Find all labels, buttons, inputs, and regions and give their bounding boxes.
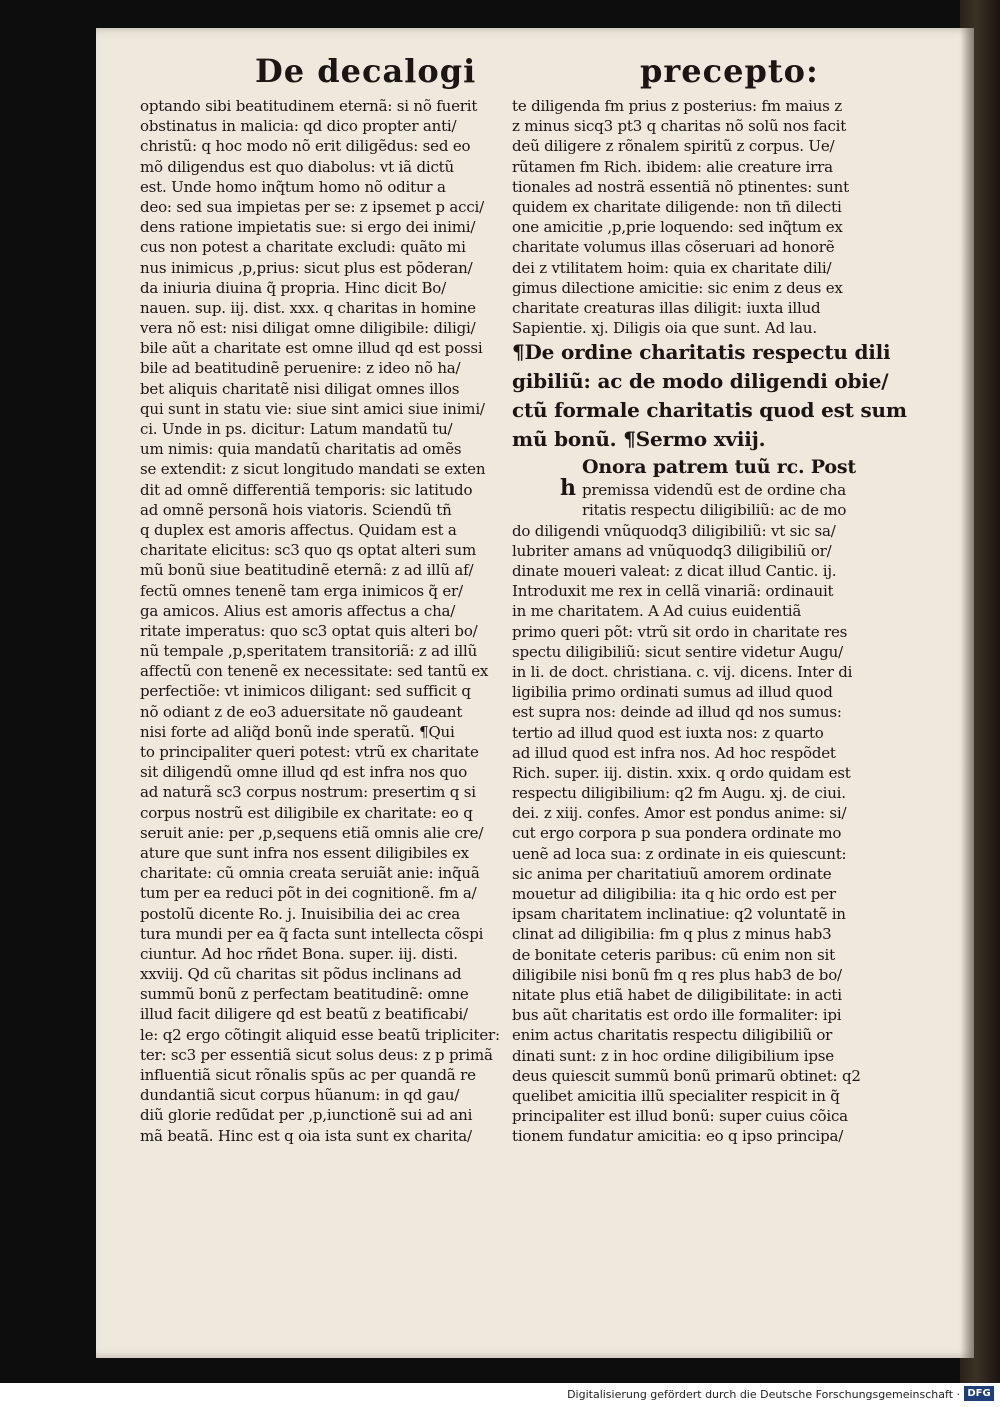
text-line: deo: sed sua impietas per se: z ipsemet p acci/ — [140, 197, 485, 216]
text-line: seruit anie: per ,p,sequens etiã omnis alie cre/ — [140, 823, 484, 842]
text-line: cus non potest a charitate excludi: quãto mi — [140, 238, 466, 257]
text-line: respectu diligibilium: q2 fm Augu. xj. de ciui. — [512, 784, 846, 803]
text-line: tionales ad nostrã essentiã nõ ptinentes: sunt — [512, 177, 849, 196]
text-line: spectu diligibiliũ: sicut sentire videtur Augu/ — [512, 642, 843, 661]
text-line: mũ bonũ siue beatitudinẽ eternã: z ad illũ af/ — [140, 561, 474, 580]
text-line: z minus sicq3 pt3 q charitas nõ solũ nos facit — [512, 117, 847, 136]
text-line: obstinatus in malicia: qd dico propter anti/ — [140, 117, 457, 136]
text-line: lubriter amans ad vnũquodq3 diligibiliũ or/ — [512, 541, 832, 560]
text-line: Rich. super. iij. distin. xxix. q ordo quidam est — [512, 763, 851, 782]
text-line: ipsam charitatem inclinatiue: q2 voluntatẽ in — [512, 905, 846, 924]
text-line: dens ratione impietatis sue: si ergo dei inimi/ — [140, 218, 476, 237]
text-line: corpus nostrũ est diligibile ex charitate: eo q — [140, 803, 473, 822]
text-line: perfectiõe: vt inimicos diligant: sed sufficit q — [140, 682, 471, 701]
text-line: charitate volumus illas cõseruari ad honorẽ — [512, 238, 835, 257]
text-line: nisi forte ad aliq̃d bonũ inde speratũ. ¶Qui — [140, 722, 455, 741]
text-line: de bonitate ceteris paribus: cũ enim non sit — [512, 945, 835, 964]
text-line: te diligenda fm prius z posterius: fm maius z — [512, 97, 842, 115]
text-line: ad naturã sc3 corpus nostrum: presertim q si — [140, 783, 476, 802]
text-line: do diligendi vnũquodq3 diligibiliũ: vt sic sa/ — [512, 521, 836, 540]
running-head-right: precepto: — [640, 52, 819, 90]
text-line: dei. z xiij. confes. Amor est pondus anime: si/ — [512, 804, 847, 823]
text-line: summũ bonũ z perfectam beatitudinẽ: omne — [140, 985, 469, 1004]
right-column — [512, 96, 907, 1146]
text-line: tura mundi per ea q̃ facta sunt intellecta cõspi — [140, 924, 484, 943]
text-line: charitate: cũ omnia creata seruiãt anie: inq̃uã — [140, 864, 480, 883]
text-line: uenẽ ad loca sua: z ordinate in eis quiescunt: — [512, 844, 847, 863]
left-column — [140, 96, 502, 1146]
text-line: tertio ad illud quod est iuxta nos: z quarto — [512, 723, 824, 742]
running-head-left: De decalogi — [255, 52, 477, 90]
text-line: dundantiã sicut corpus hũanum: in qd gau/ — [140, 1086, 460, 1105]
sermon-opening — [512, 454, 866, 1146]
text-line: fectũ omnes tenenẽ tam erga inimicos q̃ er/ — [140, 581, 463, 600]
text-line: ritatis respectu diligibiliũ: ac de mo — [582, 501, 847, 520]
text-line: christũ: q hoc modo nõ erit diligẽdus: sed eo — [140, 137, 471, 156]
text-line: Introduxit me rex in cellã vinariã: ordinauit — [512, 582, 834, 601]
text-line: enim actus charitatis respectu diligibiliũ or — [512, 1026, 833, 1045]
text-line: tionem fundatur amicitia: eo q ipso principa/ — [512, 1127, 844, 1146]
text-line: est. Unde homo inq̃tum homo nõ oditur a — [140, 177, 446, 196]
text-line: charitate creaturas illas diligit: iuxta illud — [512, 298, 821, 317]
text-line: le: q2 ergo cõtingit aliquid esse beatũ tripliciter: — [140, 1025, 500, 1044]
text-line: nus inimicus ,p,prius: sicut plus est põderan/ — [140, 258, 473, 277]
text-line: mã beatã. Hinc est q oia ista sunt ex charita/ — [140, 1126, 472, 1145]
text-line: gimus dilectione amicitie: sic enim z deus ex — [512, 278, 843, 297]
text-line: sit diligendũ omne illud qd est infra nos quo — [140, 763, 468, 782]
text-line: dei z vtilitatem hoim: quia ex charitate dili/ — [512, 258, 832, 277]
heading-line: mũ bonũ. ¶Sermo xviij. — [512, 427, 766, 452]
text-line: bile ad beatitudinẽ peruenire: z ideo nõ ha/ — [140, 359, 461, 378]
text-line: se extendit: z sicut longitudo mandati se exten — [140, 460, 486, 479]
text-line: illud facit diligere qd est beatũ z beatificabi/ — [140, 1005, 468, 1024]
text-line: bet aliquis charitatẽ nisi diligat omnes illos — [140, 379, 460, 398]
text-line: quelibet amicitia illũ specialiter respicit in q̃ — [512, 1086, 840, 1105]
text-line: ligibilia primo ordinati sumus ad illud quod — [512, 683, 833, 702]
text-line: deus quiescit summũ bonũ primarũ obtinet: q2 — [512, 1066, 861, 1085]
dfg-logo: DFG — [964, 1386, 994, 1401]
sermon-heading — [512, 338, 907, 454]
text-line: xxviij. Qd cũ charitas sit põdus inclinans ad — [140, 965, 462, 984]
heading-line: ctũ formale charitatis quod est sum — [512, 398, 907, 423]
text-line: principaliter est illud bonũ: super cuius cõica — [512, 1107, 848, 1126]
text-line: ga amicos. Alius est amoris affectus a cha/ — [140, 601, 456, 620]
text-line: influentiã sicut rõnalis spũs ac per quandã re — [140, 1066, 476, 1084]
text-line: ritate imperatus: quo sc3 optat quis alteri bo/ — [140, 621, 478, 640]
text-line: clinat ad diligibilia: fm q plus z minus hab3 — [512, 925, 832, 944]
text-line: deũ diligere z rõnalem spiritũ z corpus. Ue/ — [512, 137, 835, 156]
text-line: nauen. sup. iij. dist. xxx. q charitas in homine — [140, 298, 476, 317]
text-line: dit ad omnẽ differentiã temporis: sic latitudo — [140, 480, 473, 499]
text-line: da iniuria diuina q̃ propria. Hinc dicit Bo/ — [140, 278, 446, 297]
text-line: nũ tempale ,p,speritatem transitoriã: z ad illũ — [140, 642, 478, 661]
text-line: diligibile nisi bonũ fm q res plus hab3 de bo/ — [512, 965, 842, 984]
text-line: premissa videndũ est de ordine cha — [582, 481, 846, 500]
text-line: ci. Unde in ps. dicitur: Latum mandatũ tu/ — [140, 420, 453, 438]
text-line: one amicitie ,p,prie loquendo: sed inq̃tum ex — [512, 218, 843, 237]
text-line: ad illud quod est infra nos. Ad hoc respõdet — [512, 743, 836, 762]
text-line: ature que sunt infra nos essent diligibiles ex — [140, 843, 469, 862]
text-line: diũ glorie redũdat per ,p,iunctionẽ sui ad ani — [140, 1106, 473, 1125]
text-line: ciuntur. Ad hoc rñdet Bona. super. iij. disti. — [140, 944, 458, 963]
text-line: vera nõ est: nisi diligat omne diligibile: diligi/ — [140, 319, 476, 338]
text-line: um nimis: quia mandatũ charitatis ad omẽs — [140, 440, 462, 459]
text-line: dinate moueri valeat: z dicat illud Cantic. ij. — [512, 562, 837, 580]
text-line: bus aũt charitatis est ordo ille formaliter: ipi — [512, 1006, 842, 1025]
text-line: in me charitatem. A Ad cuius euidentiã — [512, 602, 802, 621]
text-line: affectũ con tenenẽ ex necessitate: sed tantũ ex — [140, 662, 489, 681]
text-line: cut ergo corpora p sua pondera ordinate mo — [512, 824, 842, 843]
right-column-body — [512, 475, 866, 1146]
text-line: ad omnẽ personã hois viatoris. Sciendũ tñ — [140, 500, 452, 519]
text-line: nõ odiant z de eo3 aduersitate nõ gaudeant — [140, 702, 463, 721]
text-line: est supra nos: deinde ad illud qd nos sumus: — [512, 703, 842, 722]
text-line: ter: sc3 per essentiã sicut solus deus: z p primã — [140, 1045, 493, 1064]
text-line: dinati sunt: z in hoc ordine diligibilium ipse — [512, 1046, 834, 1065]
text-line: postolũ dicente Ro. j. Inuisibilia dei ac crea — [140, 904, 461, 923]
text-line: charitate elicitus: sc3 quo qs optat alteri sum — [140, 541, 476, 560]
text-line: rũtamen fm Rich. ibidem: alie creature irra — [512, 157, 833, 176]
text-line: nitate plus etiã habet de diligibilitate: in acti — [512, 985, 842, 1004]
initial-line: Onora patrem tuũ rc. Post — [582, 456, 856, 479]
funding-notice: Digitalisierung gefördert durch die Deutsche Forschungsgemeinschaft · — [567, 1388, 960, 1401]
text-line: in li. de doct. christiana. c. vij. dicens. Inter di — [512, 662, 853, 681]
text-line: quidem ex charitate diligende: non tñ dilecti — [512, 197, 842, 216]
text-line: mouetur ad diligibilia: ita q hic ordo est per — [512, 885, 836, 903]
text-line: to principaliter queri potest: vtrũ ex charitate — [140, 743, 479, 761]
text-line: tum per ea reduci põt in dei cognitionẽ. fm a/ — [140, 884, 477, 903]
heading-line: ¶De ordine charitatis respectu dili — [512, 340, 891, 365]
text-line: optando sibi beatitudinem eternã: si nõ fuerit — [140, 97, 478, 115]
right-column-top — [512, 96, 866, 338]
text-line: q duplex est amoris affectus. Quidam est a — [140, 520, 457, 539]
text-line: qui sunt in statu vie: siue sint amici siue inimi/ — [140, 399, 485, 418]
text-line: primo queri põt: vtrũ sit ordo in charitate res — [512, 622, 848, 641]
text-line: mõ diligendus est quo diabolus: vt iã dictũ — [140, 157, 454, 176]
text-line: Sapientie. xj. Diligis oia que sunt. Ad lau. — [512, 319, 817, 338]
initial-letter: h — [560, 475, 576, 502]
text-line: sic anima per charitatiuũ amorem ordinate — [512, 864, 832, 883]
text-line: bile aũt a charitate est omne illud qd est possi — [140, 339, 483, 358]
heading-line: gibiliũ: ac de modo diligendi obie/ — [512, 369, 889, 394]
